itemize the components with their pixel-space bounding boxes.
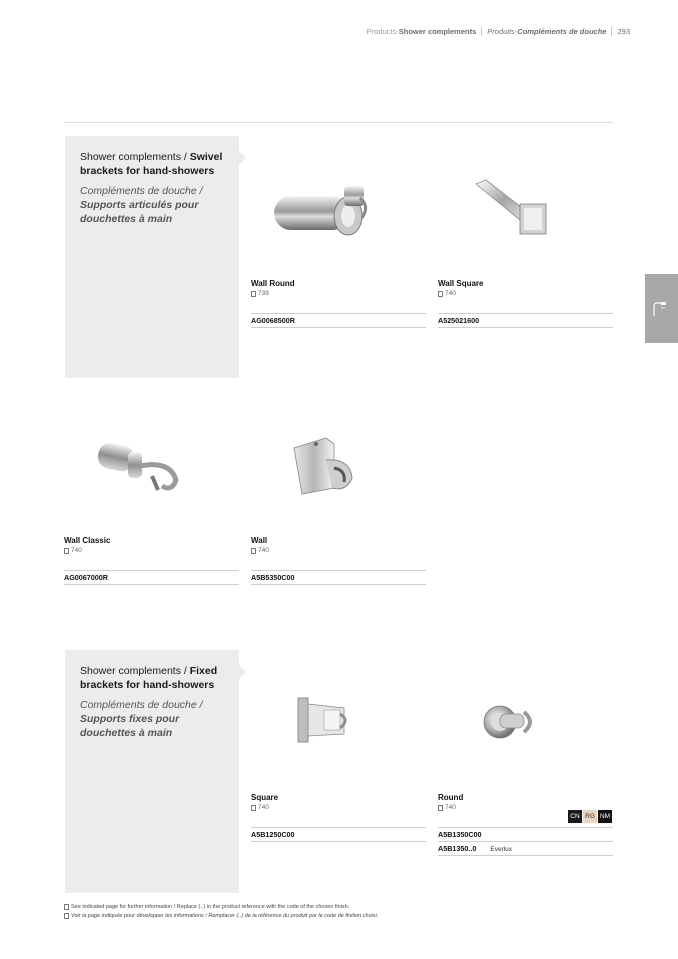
divider [251,327,426,328]
header-rule [64,122,613,123]
header-dash: - [396,27,399,36]
section-side-tab[interactable] [645,274,678,343]
product-code: AG0068500R [251,316,295,325]
finish-swatch-nm[interactable]: NM [598,810,612,823]
product-card[interactable] [438,279,613,328]
header-produits: Produits [487,27,515,36]
product-code-variant [438,844,613,853]
product-name: Wall [251,536,268,545]
product-image-wall-square[interactable] [468,174,558,242]
product-image-wall[interactable] [286,434,366,500]
page-reference-icon [438,805,443,811]
page-reference-icon [438,291,443,297]
divider [64,584,239,585]
page-reference-icon [64,913,69,919]
footnote-fr-text: Voir la page indiquée pour développer les informations / Remplacer (..) de la référence du produit par le code de finition choisi. [71,913,379,919]
product-code: A5B1350C00 [438,830,482,839]
product-page-number: 740 [258,547,269,554]
divider [438,327,613,328]
product-page-ref[interactable] [251,804,426,811]
header-produits-sub: Compléments de douche [517,27,607,36]
page-header [367,27,630,36]
product-card[interactable] [438,793,613,856]
panel-arrow [239,665,246,679]
divider [251,841,426,842]
page-reference-icon [64,904,69,910]
category-title-fr-bold: Supports fixes pour douchettes à main [80,713,180,739]
divider [251,570,426,571]
category-title-fr: Compléments de douche / Supports fixes pour douchettes à main [80,699,203,739]
footnote-en [64,904,349,910]
category-panel-swivel [65,136,239,378]
product-image-square[interactable] [290,692,360,748]
page-reference-icon [251,805,256,811]
product-code: A5B5350C00 [251,573,295,582]
category-title-en-bold: Swivel brackets for hand-showers [80,151,223,177]
divider [64,570,239,571]
product-card[interactable] [251,536,426,585]
category-title-en: Shower complements / Swivel brackets for hand-showers [80,151,223,177]
product-image-round[interactable] [480,692,544,748]
product-name: Round [438,793,464,802]
product-card[interactable] [251,279,426,328]
divider [251,827,426,828]
product-page-number: 740 [445,804,456,811]
finish-swatches [568,810,612,823]
product-name: Wall Classic [64,536,111,545]
footnote-en-text: See indicated page for further information / Replace (..) in the product reference with the code of the chosen finish. [71,904,350,910]
category-title-fr: Compléments de douche / Supports articulés pour douchettes à main [80,185,203,225]
divider [438,313,613,314]
header-divider [481,27,482,36]
category-title-fr-bold: Supports articulés pour douchettes à main [80,199,199,225]
finish-swatch-rg[interactable]: RG [583,810,597,823]
product-name: Square [251,793,279,802]
product-image-wall-classic[interactable] [92,436,188,502]
header-dash-fr: - [514,27,518,36]
page-number: 293 [617,27,630,36]
divider [438,855,613,856]
page-reference-icon [64,548,69,554]
product-code: A5B1250C00 [251,830,295,839]
shower-icon [652,301,668,317]
product-finish: Everlux [490,846,513,853]
category-panel-fixed [65,650,239,893]
product-page-number: 739 [258,290,269,297]
product-page-ref[interactable] [251,547,426,554]
header-products: Products [366,27,397,36]
product-page-ref[interactable] [251,290,426,297]
divider [438,841,613,842]
divider [251,584,426,585]
page-reference-icon [251,548,256,554]
product-page-number: 740 [71,547,82,554]
page-reference-icon [251,291,256,297]
divider [438,827,613,828]
product-name: Wall Round [251,279,295,288]
product-page-number: 740 [258,804,269,811]
product-page-ref[interactable] [438,290,613,297]
product-image-wall-round[interactable] [264,176,384,246]
category-title-en-bold: Fixed brackets for hand-showers [80,665,218,691]
product-name: Wall Square [438,279,484,288]
product-page-ref[interactable] [64,547,239,554]
product-page-number: 740 [445,290,456,297]
header-divider-2 [611,27,612,36]
footnote-fr [64,913,378,919]
category-title-en: Shower complements / Fixed brackets for hand-showers [80,665,218,691]
product-code: AG0067000R [64,573,108,582]
product-code-2: A5B1350..0 [438,844,477,853]
panel-arrow [239,151,246,165]
header-products-sub: Shower complements [398,27,477,36]
divider [251,313,426,314]
finish-swatch-cn[interactable]: CN [568,810,582,823]
product-card[interactable] [64,536,239,585]
product-card[interactable] [251,793,426,842]
product-code: A525021600 [438,316,480,325]
